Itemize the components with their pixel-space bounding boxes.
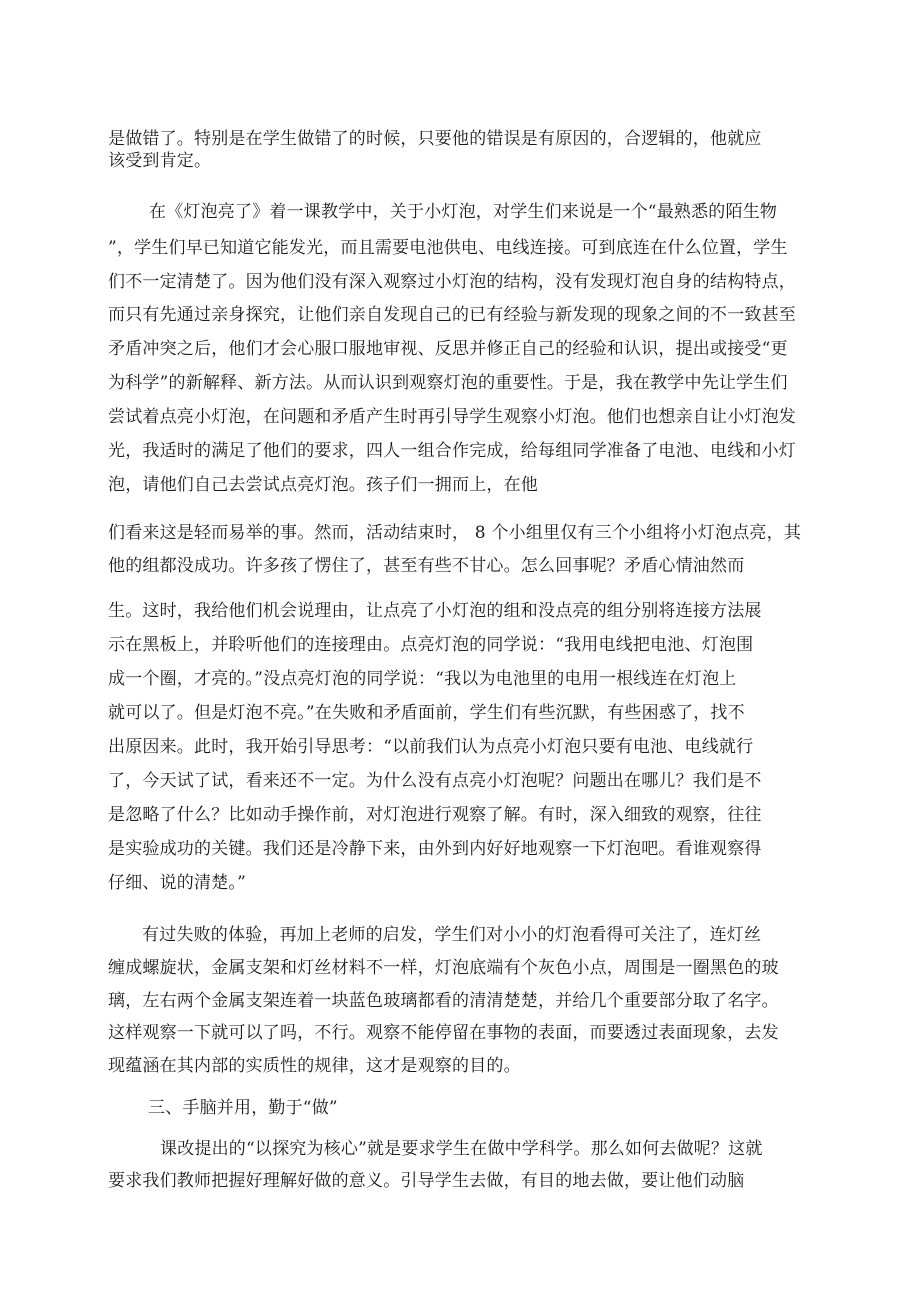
text-line: 要求我们教师把握好理解好做的意义。引导学生去做，有目的地去做，要让他们动脑 — [108, 1171, 745, 1191]
text-line: 就可以了。但是灯泡不亮。”在失败和矛盾面前，学生们有些沉默，有些困惑了，找不 — [108, 703, 745, 723]
text-line: 尝试着点亮小灯泡，在问题和矛盾产生时再引导学生观察小灯泡。他们也想亲自让小灯泡发 — [108, 407, 796, 427]
text-line: 是做错了。特别是在学生做错了的时候，只要他的错误是有原因的，合逻辑的，他就应 — [108, 129, 762, 149]
text-line: 这样观察一下就可以了吗，不行。观察不能停留在事物的表面，而要透过表面现象，去发 — [108, 1023, 779, 1043]
text-line: 璃，左右两个金属支架连着一块蓝色玻璃都看的清清楚楚，并给几个重要部分取了名字。 — [108, 991, 779, 1011]
text-line: 矛盾冲突之后，他们才会心服口服地审视、反思并修正自己的经验和认识，提出或接受“更 — [108, 339, 788, 359]
text-line: ”，学生们早已知道它能发光，而且需要电池供电、电线连接。可到底连在什么位置，学生 — [108, 238, 788, 258]
text-line: 仔细、说的清楚。” — [108, 873, 246, 893]
text-line: 出原因来。此时，我开始引导思考：“以前我们认为点亮小灯泡只要有电池、电线就行 — [108, 737, 754, 757]
text-line: 生。这时，我给他们机会说理由，让点亮了小灯泡的组和没点亮的组分别将连接方法展 — [108, 601, 762, 621]
text-line: 们不一定清楚了。因为他们没有深入观察过小灯泡的结构，没有发现灯泡自身的结构特点， — [108, 272, 796, 292]
text-line: 为科学”的新解释、新方法。从而认识到观察灯泡的重要性。于是，我在教学中先让学生们 — [108, 373, 788, 393]
text-line: 泡，请他们自己去尝试点亮灯泡。孩子们一拥而上，在他 — [108, 475, 538, 495]
text-line: 成一个圈，才亮的。”没点亮灯泡的同学说：“我以为电池里的电用一根线连在灯泡上 — [108, 669, 737, 689]
text-line: 有过失败的体验，再加上老师的启发，学生们对小小的灯泡看得可关注了，连灯丝 — [142, 925, 762, 945]
text-line: 而只有先通过亲身探究，让他们亲自发现自己的已有经验与新发现的现象之间的不一致甚至 — [108, 305, 796, 325]
text-line: 他的组都没成功。许多孩了愣住了，甚至有些不甘心。怎么回事呢？矛盾心情油然而 — [108, 556, 745, 576]
section-heading: 三、手脑并用，勤于“做” — [148, 1098, 338, 1118]
text-line: 示在黑板上，并聆听他们的连接理由。点亮灯泡的同学说：“我用电线把电池、灯泡围 — [108, 635, 754, 655]
text-line: 缠成螺旋状，金属支架和灯丝材料不一样，灯泡底端有个灰色小点，周围是一圈黑色的玻 — [108, 958, 779, 978]
text-line: 是实验成功的关键。我们还是冷静下来，由外到内好好地观察一下灯泡吧。看谁观察得 — [108, 839, 762, 859]
text-line: 光，我适时的满足了他们的要求，四人一组合作完成，给每组同学准备了电池、电线和小灯 — [108, 441, 796, 461]
text-line: 现蕴涵在其内部的实质性的规律，这才是观察的目的。 — [108, 1056, 521, 1076]
text-line: 了，今天试了试，看来还不一定。为什么没有点亮小灯泡呢？问题出在哪儿？我们是不 — [108, 771, 762, 791]
text-line: 在《灯泡亮了》着一课教学中，关于小灯泡，对学生们来说是一个“最熟悉的陌生物 — [149, 202, 778, 222]
text-line: 是忽略了什么？比如动手操作前，对灯泡进行观察了解。有时，深入细致的观察，往往 — [108, 805, 762, 825]
text-line: 课改提出的“以探究为核心”就是要求学生在做中学科学。那么如何去做呢？这就 — [160, 1139, 763, 1159]
text-line: 该受到肯定。 — [108, 151, 212, 171]
text-line: 们看来这是轻而易举的事。然而，活动结束时， 8 个小组里仅有三个小组将小灯泡点亮，其 — [108, 523, 802, 543]
